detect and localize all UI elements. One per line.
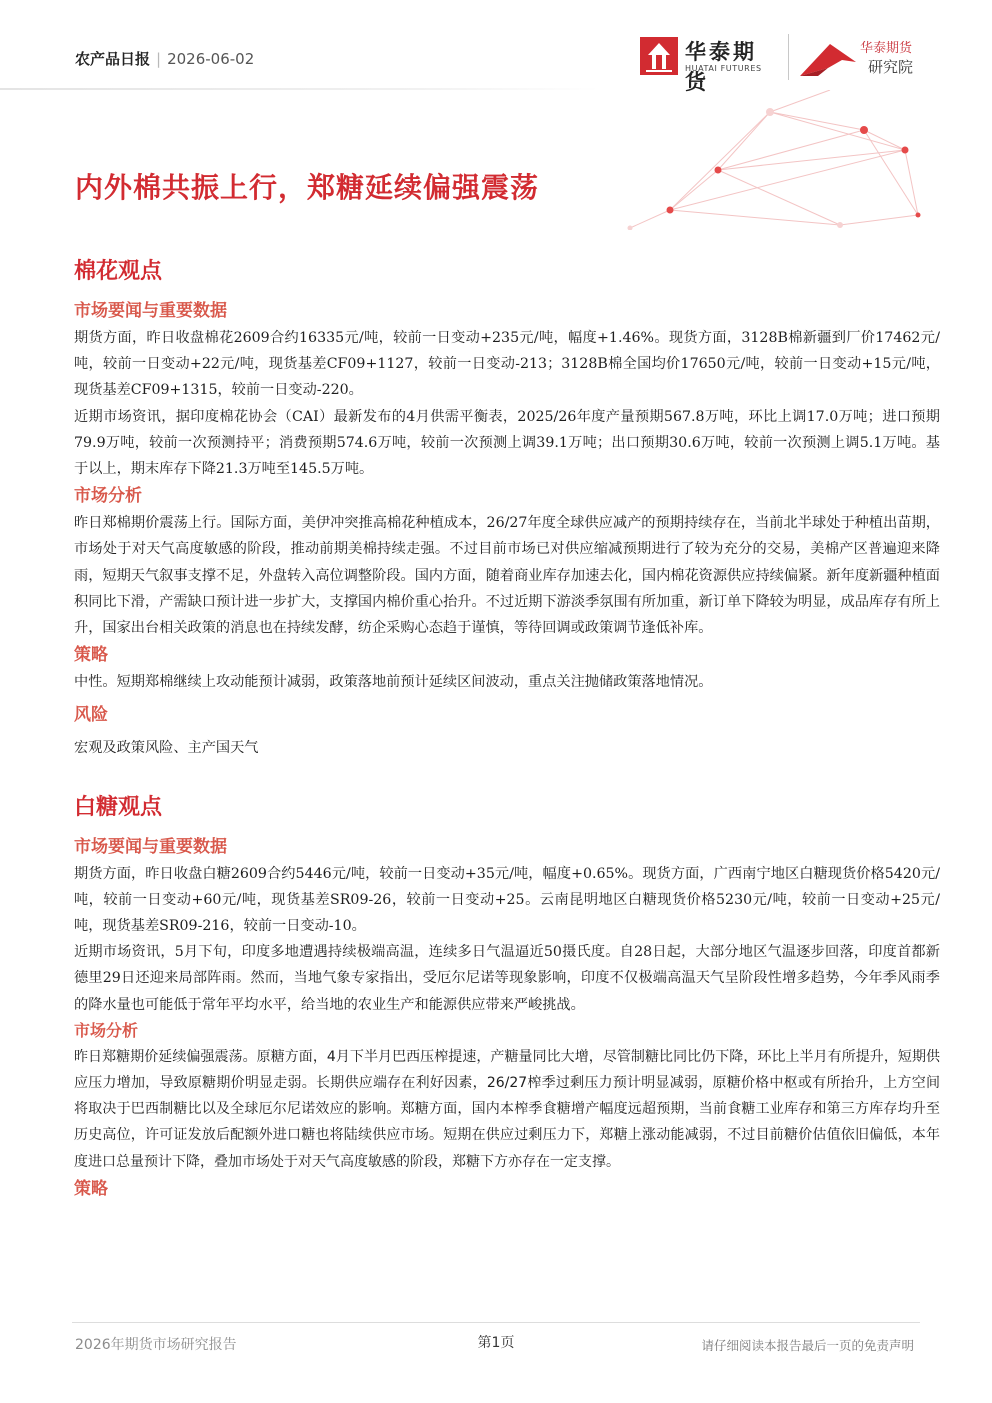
- cotton-analysis-heading: 市场分析: [74, 486, 142, 507]
- report-meta: [75, 48, 254, 69]
- footer-disclaimer-note: 请仔细阅读本报告最后一页的免责声明: [701, 1338, 914, 1353]
- cotton-news-paragraph-2: 近期市场资讯，据印度棉花协会（CAI）最新发布的4月供需平衡表，2025/26年度产量预期567.8万吨，环比上调17.0万吨；进口预期79.9万吨，较前一次预测持平；消费预期574.6万吨，较前一次预测上调39.1万吨；出口预期30.6万吨，较前一次预测上调5.1万吨。基于以上，期末库存下降21.3万吨至145.5万吨。: [74, 408, 940, 478]
- report-date: 2026-06-02: [167, 50, 255, 68]
- network-decoration-graphic: [600, 90, 930, 230]
- cotton-news-heading: 市场要闻与重要数据: [74, 301, 227, 321]
- footer-page-number: 第1页: [477, 1335, 515, 1351]
- research-logo-name: 研究院: [868, 58, 914, 76]
- sugar-analysis-paragraph: 昨日郑糖期价延续偏强震荡。原糖方面，4月下半月巴西压榨提速，产糖量同比大增，尽管制糖比同比仍下降，环比上半月有所提升，短期供应压力增加，导致原糖期价明显走弱。长期供应端存在利好因素，26/27榨季过剩压力预计明显减弱，原糖价格中枢或有所抬升，上方空间将取决于巴西制糖比以及全球厄尔尼诺效应的影响。郑糖方面，国内本榨季食糖增产幅度远超预期，当前食糖工业库存和第三方库存均升至历史高位，许可证发放后配额外进口糖也将陆续供应市场。短期在供应过剩压力下，郑糖上涨动能减弱，不过目前糖价估值依旧偏低，本年度进口总量预计下降，叠加市场处于对天气高度敏感的阶段，郑糖下方亦存在一定支撑。: [74, 1048, 940, 1170]
- cotton-strategy-paragraph: 中性。短期郑棉继续上攻动能预计减弱，政策落地前预计延续区间波动，重点关注抛储政策落地情况。: [74, 674, 713, 691]
- report-type: 农产品日报: [75, 50, 151, 68]
- huatai-logo-icon: [640, 37, 678, 75]
- logo-divider: [788, 34, 789, 80]
- cotton-section-title: 棉花观点: [74, 259, 163, 284]
- cotton-analysis-paragraph: 昨日郑棉期价震荡上行。国际方面，美伊冲突推高棉花种植成本，26/27年度全球供应减产的预期持续存在，当前北半球处于种植出苗期，市场处于对天气高度敏感的阶段，推动前期美棉持续走强。不过目前市场已对供应缩减预期进行了较为充分的交易，美棉产区普遍迎来降雨，短期天气叙事支撑不足，外盘转入高位调整阶段。国内方面，随着商业库存加速去化，国内棉花资源供应持续偏紧。新年度新疆种植面积同比下滑，产需缺口预计进一步扩大，支撑国内棉价重心抬升。不过近期下游淡季氛围有所加重，新订单下降较为明显，成品库存有所上升，国家出台相关政策的消息也在持续发酵，纺企采购心态趋于谨慎，等待回调或政策调节逢低补库。: [74, 515, 940, 637]
- footer-rule: [72, 1322, 920, 1323]
- cotton-section: [74, 256, 940, 762]
- sugar-news-paragraph-2: 近期市场资讯，5月下旬，印度多地遭遇持续极端高温，连续多日气温逼近50摄氏度。自28日起，大部分地区气温逐步回落，印度首都新德里29日还迎来局部阵雨。然而，当地气象专家指出，受厄尔尼诺等现象影响，印度不仅极端高温天气呈阶段性增多趋势，今年季风雨季的降水量也可能低于常年平均水平，给当地的农业生产和能源供应带来严峻挑战。: [74, 944, 940, 1013]
- sugar-analysis-heading: 市场分析: [74, 1020, 139, 1040]
- sugar-news-paragraph-1: 期货方面，昨日收盘白糖2609合约5446元/吨，较前一日变动+35元/吨，幅度+0.65%。现货方面，广西南宁地区白糖现货价格5420元/吨，较前一日变动+60元/吨，现货基差SR09-26，较前一日变动+25。云南昆明地区白糖现货价格5230元/吨，较前一日变动+25元/吨，现货基差SR09-216，较前一日变动-10。: [74, 865, 940, 935]
- meta-separator: |: [156, 50, 162, 68]
- huatai-futures-logo: [640, 36, 780, 94]
- sugar-strategy-heading: 策略: [74, 1178, 108, 1199]
- sugar-news-heading: 市场要闻与重要数据: [74, 836, 227, 857]
- sugar-section-title: 白糖观点: [74, 794, 163, 820]
- cotton-strategy-heading: 策略: [74, 645, 108, 666]
- research-logo-company: 华泰期货: [860, 41, 913, 56]
- logo-company-name: 华泰期货: [685, 40, 757, 94]
- header-rule: [0, 88, 600, 90]
- cotton-risk-heading: 风险: [74, 705, 108, 726]
- page-title: 内外棉共振上行，郑糖延续偏强震荡: [75, 171, 540, 204]
- research-institute-logo-icon: [798, 38, 858, 78]
- report-body: [74, 256, 940, 1203]
- sugar-section: [74, 792, 940, 1203]
- footer-report-name: 2026年期货市场研究报告: [75, 1337, 237, 1353]
- cotton-news-paragraph-1: 期货方面，昨日收盘棉花2609合约16335元/吨，较前一日变动+235元/吨，幅度+1.46%。现货方面，3128B棉新疆到厂价17462元/吨，较前一日变动+22元/吨，现货基差CF09+1127，较前一日变动-213；3128B棉全国均价17650元/吨，较前一日变动+15元/吨，现货基差CF09+1315，较前一日变动-220。: [74, 330, 940, 399]
- report-header: [0, 0, 992, 230]
- logo-company-english: HUATAI FUTURES: [685, 64, 762, 73]
- cotton-risk-paragraph: 宏观及政策风险、主产国天气: [74, 740, 259, 757]
